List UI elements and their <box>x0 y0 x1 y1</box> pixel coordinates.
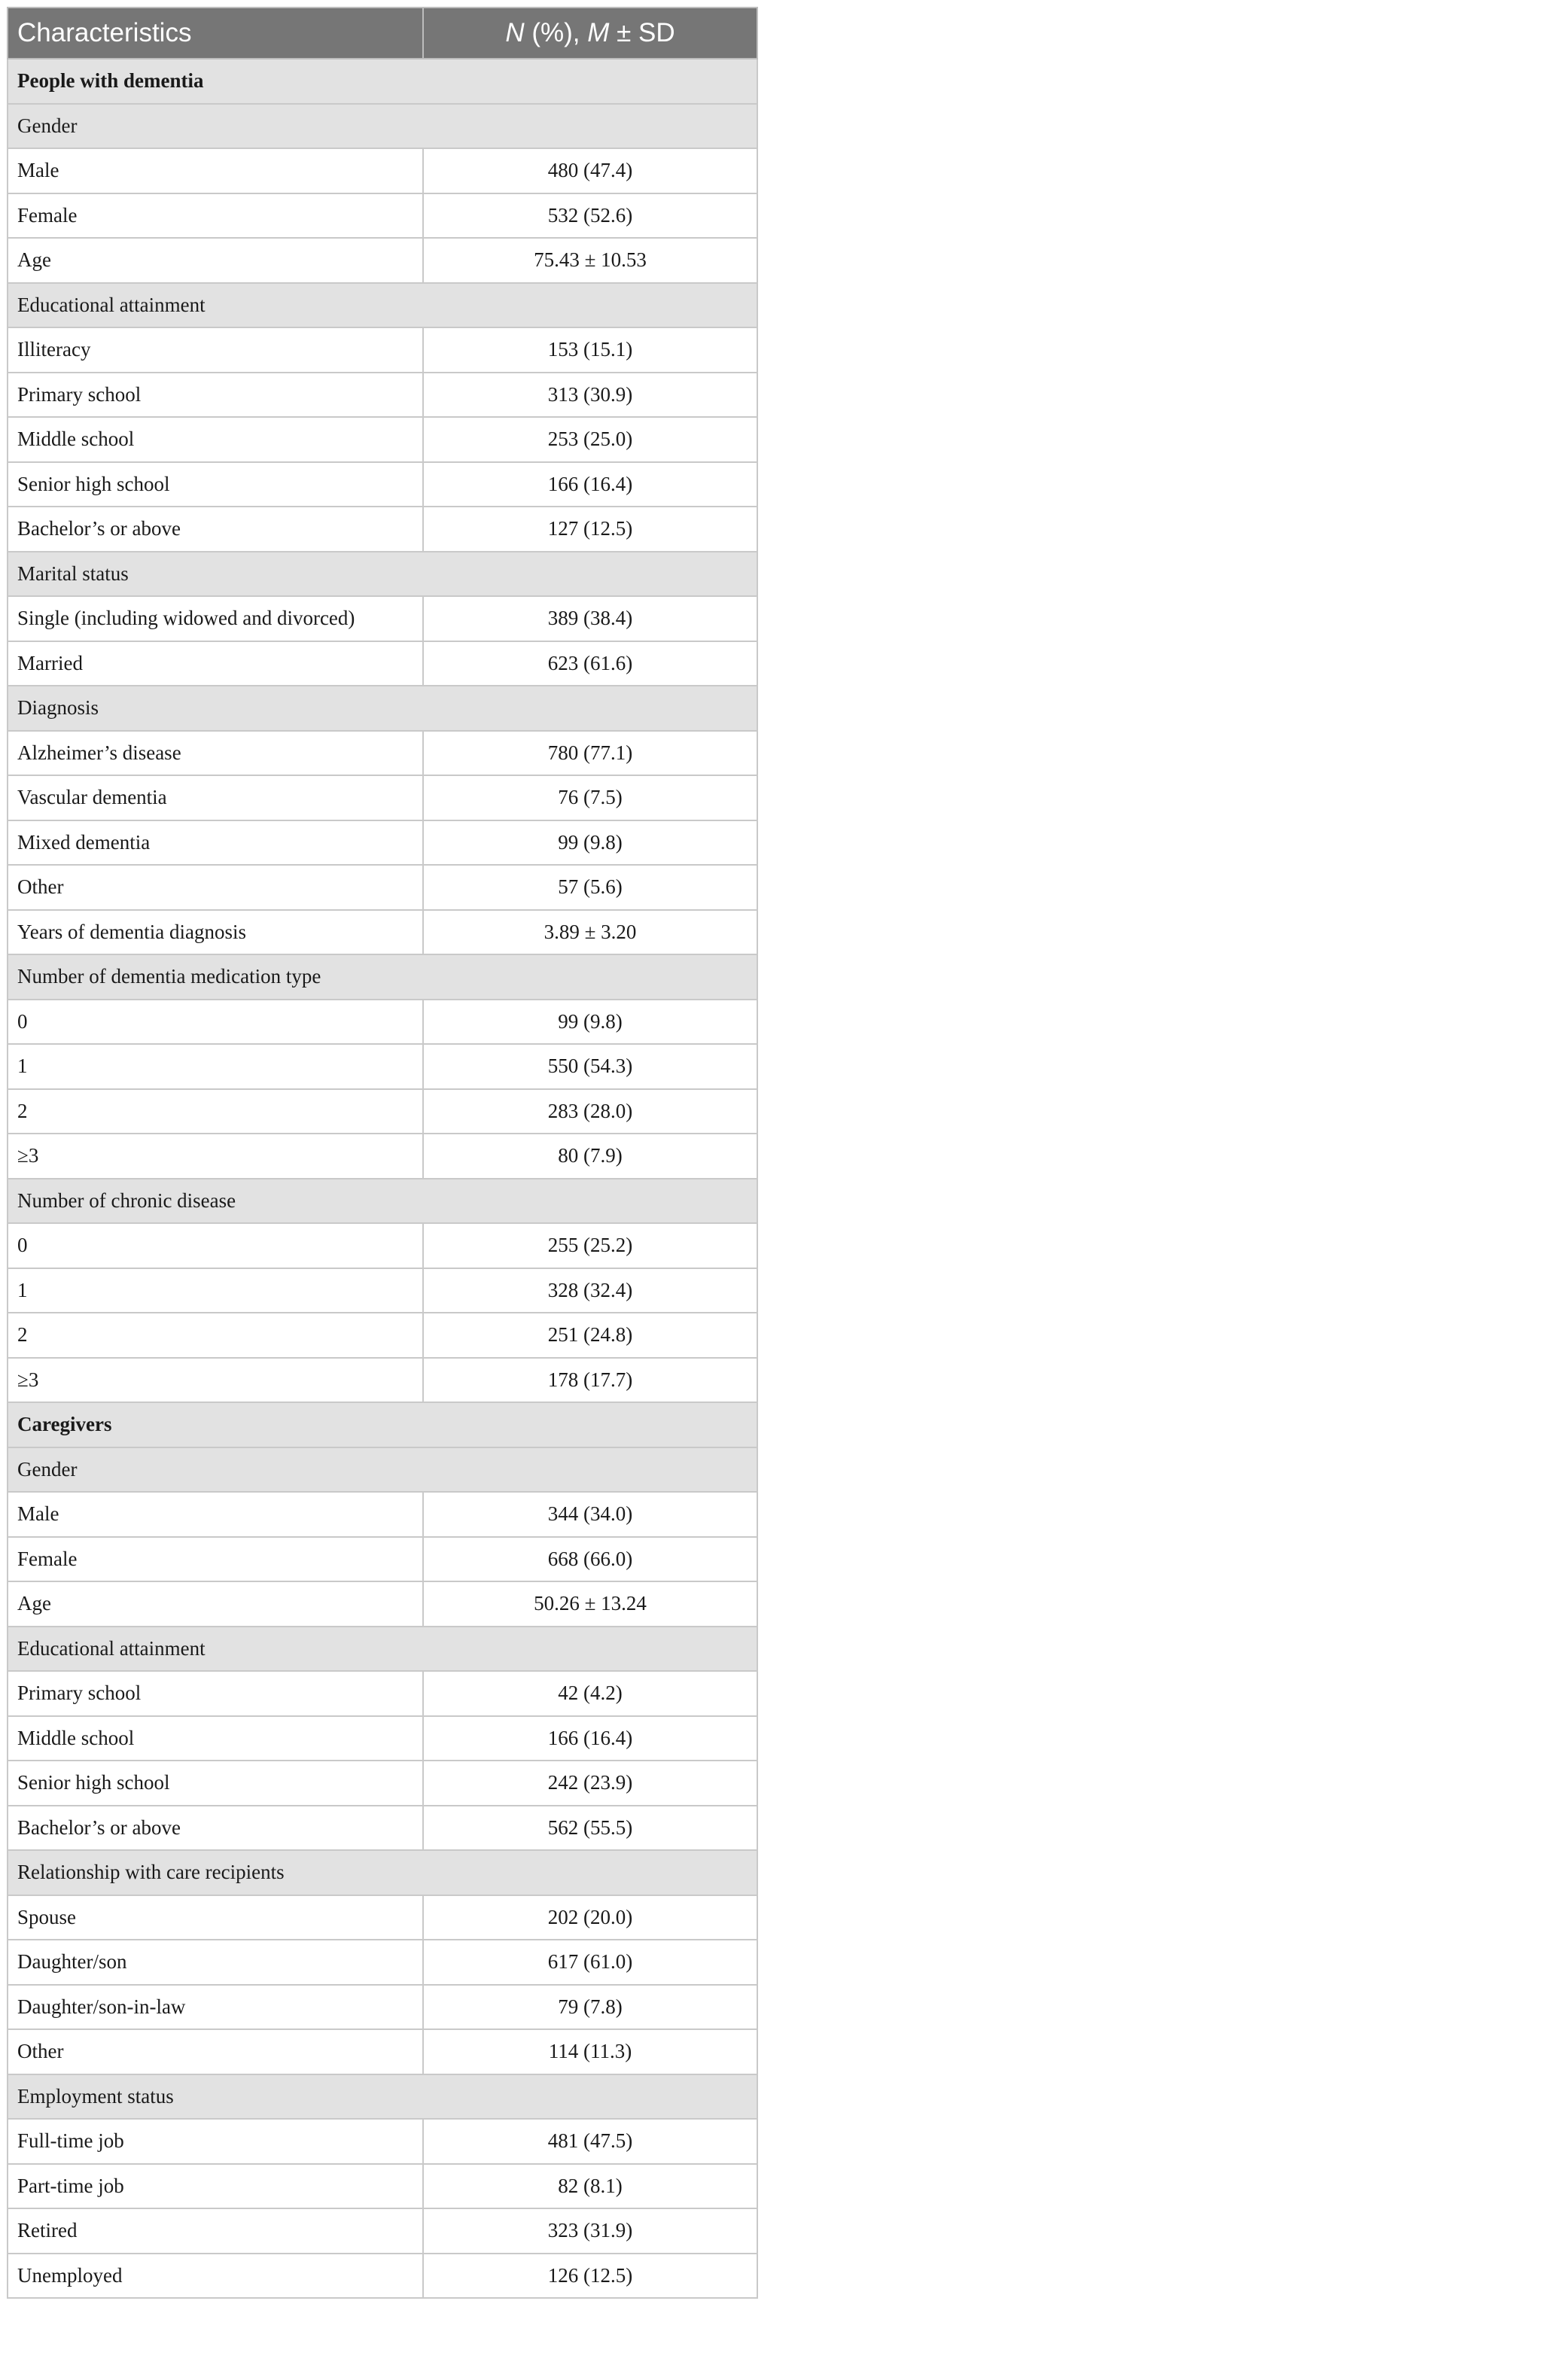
table-row <box>8 865 757 910</box>
row-label: Daughter/son <box>8 1940 423 1985</box>
row-value: 255 (25.2) <box>423 1223 757 1268</box>
table-row <box>8 1268 757 1313</box>
table-row <box>8 1134 757 1179</box>
row-label: Female <box>8 193 423 239</box>
row-label: Illiteracy <box>8 327 423 373</box>
table-row <box>8 1537 757 1582</box>
row-label: 1 <box>8 1044 423 1089</box>
header-percent: (%), <box>524 18 588 47</box>
row-value: 344 (34.0) <box>423 1492 757 1537</box>
row-label: Age <box>8 238 423 283</box>
row-value: 202 (20.0) <box>423 1895 757 1940</box>
group-label: Number of chronic disease <box>8 1179 757 1224</box>
group-label: Marital status <box>8 552 757 597</box>
row-value: 178 (17.7) <box>423 1358 757 1403</box>
row-label: Mixed dementia <box>8 820 423 866</box>
row-value: 57 (5.6) <box>423 865 757 910</box>
table-row <box>8 641 757 686</box>
row-value: 389 (38.4) <box>423 596 757 641</box>
table-row <box>8 373 757 418</box>
row-value: 3.89 ± 3.20 <box>423 910 757 955</box>
row-label: Female <box>8 1537 423 1582</box>
group-header-row <box>8 686 757 731</box>
row-value: 76 (7.5) <box>423 775 757 820</box>
table-row <box>8 1940 757 1985</box>
row-label: Other <box>8 2029 423 2074</box>
row-label: 2 <box>8 1089 423 1134</box>
row-value: 99 (9.8) <box>423 1000 757 1045</box>
row-value: 251 (24.8) <box>423 1313 757 1358</box>
group-label: Relationship with care recipients <box>8 1850 757 1895</box>
row-label: ≥3 <box>8 1358 423 1403</box>
group-label: Educational attainment <box>8 1627 757 1672</box>
table-row <box>8 2119 757 2164</box>
row-label: Age <box>8 1581 423 1627</box>
header-sd: SD <box>638 18 675 47</box>
characteristics-table <box>7 7 758 2299</box>
row-value: 617 (61.0) <box>423 1940 757 1985</box>
row-label: ≥3 <box>8 1134 423 1179</box>
group-header-row <box>8 954 757 1000</box>
group-header-row <box>8 283 757 328</box>
row-label: Senior high school <box>8 1761 423 1806</box>
group-header-row <box>8 1850 757 1895</box>
row-value: 82 (8.1) <box>423 2164 757 2209</box>
characteristics-table-container <box>7 7 757 2299</box>
table-row <box>8 1671 757 1716</box>
row-label: Full-time job <box>8 2119 423 2164</box>
row-label: Middle school <box>8 1716 423 1761</box>
row-label: 0 <box>8 1223 423 1268</box>
table-row <box>8 193 757 239</box>
group-header-row <box>8 1179 757 1224</box>
table-row <box>8 775 757 820</box>
table-row <box>8 507 757 552</box>
table-row <box>8 731 757 776</box>
row-label: Middle school <box>8 417 423 462</box>
section-label: People with dementia <box>8 59 757 104</box>
row-value: 242 (23.9) <box>423 1761 757 1806</box>
row-label: Primary school <box>8 1671 423 1716</box>
table-row <box>8 1044 757 1089</box>
row-label: 1 <box>8 1268 423 1313</box>
row-value: 126 (12.5) <box>423 2254 757 2299</box>
row-label: Bachelor’s or above <box>8 507 423 552</box>
row-value: 166 (16.4) <box>423 462 757 507</box>
row-label: Unemployed <box>8 2254 423 2299</box>
row-label: Years of dementia diagnosis <box>8 910 423 955</box>
header-m: M <box>587 18 610 47</box>
group-label: Employment status <box>8 2074 757 2120</box>
section-header-row <box>8 59 757 104</box>
row-value: 42 (4.2) <box>423 1671 757 1716</box>
group-label: Educational attainment <box>8 283 757 328</box>
table-row <box>8 2029 757 2074</box>
row-label: 0 <box>8 1000 423 1045</box>
group-label: Gender <box>8 1447 757 1493</box>
table-row <box>8 2254 757 2299</box>
row-value: 328 (32.4) <box>423 1268 757 1313</box>
row-value: 127 (12.5) <box>423 507 757 552</box>
table-row <box>8 1000 757 1045</box>
row-label: Bachelor’s or above <box>8 1806 423 1851</box>
table-row <box>8 1716 757 1761</box>
row-label: Alzheimer’s disease <box>8 731 423 776</box>
group-label: Number of dementia medication type <box>8 954 757 1000</box>
row-label: 2 <box>8 1313 423 1358</box>
header-plus-minus: ± <box>609 18 639 47</box>
row-value: 532 (52.6) <box>423 193 757 239</box>
table-row <box>8 1358 757 1403</box>
table-row <box>8 1761 757 1806</box>
row-label: Part-time job <box>8 2164 423 2209</box>
row-value: 75.43 ± 10.53 <box>423 238 757 283</box>
table-row <box>8 1806 757 1851</box>
header-characteristics: Characteristics <box>8 8 423 59</box>
row-value: 562 (55.5) <box>423 1806 757 1851</box>
section-label: Caregivers <box>8 1402 757 1447</box>
row-value: 623 (61.6) <box>423 641 757 686</box>
table-row <box>8 2208 757 2254</box>
table-row <box>8 417 757 462</box>
table-row <box>8 1492 757 1537</box>
row-label: Single (including widowed and divorced) <box>8 596 423 641</box>
table-row <box>8 596 757 641</box>
row-value: 80 (7.9) <box>423 1134 757 1179</box>
row-label: Daughter/son-in-law <box>8 1985 423 2030</box>
row-value: 114 (11.3) <box>423 2029 757 2074</box>
group-header-row <box>8 1627 757 1672</box>
table-header-row <box>8 8 757 59</box>
row-label: Primary school <box>8 373 423 418</box>
row-value: 50.26 ± 13.24 <box>423 1581 757 1627</box>
header-statistic <box>423 8 757 59</box>
row-value: 253 (25.0) <box>423 417 757 462</box>
row-value: 668 (66.0) <box>423 1537 757 1582</box>
table-row <box>8 1985 757 2030</box>
table-row <box>8 1313 757 1358</box>
group-header-row <box>8 104 757 149</box>
table-row <box>8 327 757 373</box>
table-row <box>8 910 757 955</box>
group-header-row <box>8 2074 757 2120</box>
row-value: 166 (16.4) <box>423 1716 757 1761</box>
table-row <box>8 148 757 193</box>
table-row <box>8 1089 757 1134</box>
row-label: Senior high school <box>8 462 423 507</box>
group-label: Gender <box>8 104 757 149</box>
row-value: 283 (28.0) <box>423 1089 757 1134</box>
table-row <box>8 462 757 507</box>
row-value: 550 (54.3) <box>423 1044 757 1089</box>
header-n: N <box>505 18 525 47</box>
row-value: 323 (31.9) <box>423 2208 757 2254</box>
section-header-row <box>8 1402 757 1447</box>
table-body <box>8 59 757 2298</box>
row-value: 313 (30.9) <box>423 373 757 418</box>
row-label: Married <box>8 641 423 686</box>
row-value: 79 (7.8) <box>423 1985 757 2030</box>
table-row <box>8 1223 757 1268</box>
row-value: 481 (47.5) <box>423 2119 757 2164</box>
row-label: Male <box>8 148 423 193</box>
row-label: Vascular dementia <box>8 775 423 820</box>
row-label: Male <box>8 1492 423 1537</box>
row-value: 153 (15.1) <box>423 327 757 373</box>
row-value: 480 (47.4) <box>423 148 757 193</box>
row-value: 99 (9.8) <box>423 820 757 866</box>
row-label: Other <box>8 865 423 910</box>
group-header-row <box>8 552 757 597</box>
table-row <box>8 1895 757 1940</box>
group-header-row <box>8 1447 757 1493</box>
table-row <box>8 820 757 866</box>
table-row <box>8 1581 757 1627</box>
row-label: Spouse <box>8 1895 423 1940</box>
table-row <box>8 238 757 283</box>
group-label: Diagnosis <box>8 686 757 731</box>
table-row <box>8 2164 757 2209</box>
row-value: 780 (77.1) <box>423 731 757 776</box>
row-label: Retired <box>8 2208 423 2254</box>
